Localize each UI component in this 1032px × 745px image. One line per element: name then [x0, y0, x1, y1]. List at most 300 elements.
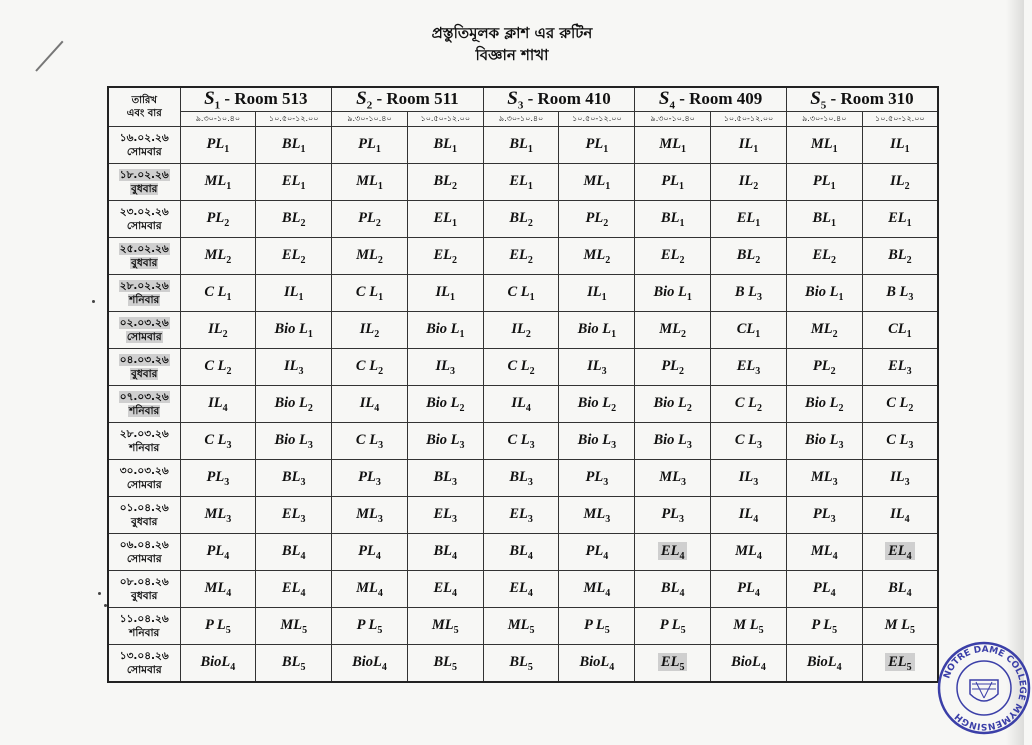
- class-code: [356, 246, 383, 266]
- svg-text:NOTRE DAME COLLEGE MYMENSINGH: [942, 645, 1027, 731]
- date-text: [109, 649, 180, 663]
- class-cell: [711, 312, 787, 349]
- class-cell: [483, 645, 559, 683]
- class-code-base: ML: [356, 579, 378, 596]
- date-cell: [108, 238, 180, 275]
- class-code-base: BL: [509, 653, 528, 670]
- class-code: [283, 357, 304, 377]
- class-code-base: BL: [509, 209, 528, 226]
- class-code-index: 4: [224, 550, 230, 562]
- college-seal: [936, 640, 1032, 736]
- class-code: [734, 394, 763, 414]
- class-code: [583, 246, 611, 266]
- day-value: বুধবার: [131, 516, 158, 529]
- class-code-base: M L: [884, 616, 911, 633]
- class-code-index: 4: [375, 550, 381, 562]
- class-code-base: ML: [810, 135, 833, 152]
- class-code-base: EL: [509, 505, 528, 522]
- class-cell: [862, 127, 938, 164]
- class-code-base: BL: [660, 579, 680, 596]
- class-code-base: C L: [507, 357, 530, 374]
- class-code: [426, 431, 465, 451]
- class-code: [208, 320, 228, 340]
- class-code: [435, 357, 456, 377]
- day-value: শনিবার: [129, 294, 160, 307]
- class-cell: [332, 608, 408, 645]
- class-cell: [180, 608, 256, 645]
- table-row: [108, 497, 938, 534]
- class-code-index: 2: [378, 365, 384, 377]
- class-cell: [332, 127, 408, 164]
- class-code-base: ML: [204, 246, 227, 263]
- class-code-index: 4: [830, 587, 836, 599]
- class-cell: [711, 127, 787, 164]
- table-row: [108, 201, 938, 238]
- date-text: [109, 538, 180, 552]
- table-row: [108, 386, 938, 423]
- class-code-index: 2: [679, 254, 685, 266]
- class-code-index: 1: [838, 291, 844, 303]
- class-code: [884, 616, 916, 636]
- class-cell: [635, 423, 711, 460]
- class-code-index: 1: [298, 291, 304, 303]
- class-code: [206, 209, 230, 229]
- class-code: [736, 320, 761, 340]
- page-subtitle: বিজ্ঞান শাখা: [475, 46, 549, 64]
- date-cell: [108, 164, 180, 201]
- class-code-index: 1: [831, 217, 837, 229]
- section-room: - Room 511: [372, 89, 459, 108]
- class-code-index: 5: [225, 624, 231, 636]
- class-code: [805, 283, 844, 303]
- class-code-base: BL: [433, 172, 453, 189]
- class-code-index: 4: [679, 587, 685, 599]
- class-code-base: Bio L: [653, 283, 687, 300]
- class-code-index: 3: [838, 439, 844, 451]
- class-code-base: PL: [661, 172, 680, 189]
- class-cell: [711, 238, 787, 275]
- class-code-index: 3: [300, 476, 306, 488]
- class-code-base: BL: [281, 135, 301, 152]
- day-text: [109, 552, 180, 566]
- day-text: [109, 589, 180, 603]
- time-slot-cell: ৯.৩০-১০.৪০: [332, 112, 408, 127]
- class-code-index: 1: [300, 143, 306, 155]
- class-code-base: C L: [204, 283, 227, 300]
- class-cell: [786, 164, 862, 201]
- class-code: [885, 653, 915, 671]
- class-code-index: 3: [603, 476, 609, 488]
- class-code: [737, 579, 760, 599]
- class-code-base: BL: [281, 542, 301, 559]
- class-code-index: 3: [298, 365, 304, 377]
- class-code: [738, 172, 759, 192]
- class-code-index: 5: [527, 661, 533, 673]
- class-cell: [559, 201, 635, 238]
- date-value: ২৮.০২.২৬: [119, 280, 169, 293]
- class-code: [660, 579, 685, 599]
- class-code-index: 3: [527, 513, 533, 525]
- class-code-index: 3: [906, 365, 912, 377]
- class-code-index: 5: [452, 661, 458, 673]
- section-number: 4: [669, 99, 675, 112]
- class-code: [208, 394, 228, 414]
- class-code: [281, 246, 306, 266]
- day-text: [109, 182, 180, 196]
- section-number: 3: [517, 99, 524, 112]
- class-code: [359, 320, 380, 340]
- class-code: [738, 505, 759, 525]
- table-row: [108, 312, 938, 349]
- class-code-base: EL: [736, 209, 756, 226]
- class-cell: [483, 497, 559, 534]
- class-code-base: ML: [583, 172, 606, 189]
- class-cell: [786, 571, 862, 608]
- class-code-index: 5: [377, 624, 383, 636]
- class-code-base: PL: [358, 209, 376, 226]
- class-code-base: PL: [206, 468, 225, 485]
- class-code: [507, 357, 535, 377]
- class-code: [274, 431, 313, 451]
- date-text: [109, 353, 180, 367]
- class-cell: [256, 201, 332, 238]
- class-code-index: 1: [605, 180, 611, 192]
- table-row: [108, 275, 938, 312]
- class-code-base: IL: [359, 320, 375, 337]
- class-code-index: 4: [906, 587, 912, 599]
- class-code-index: 2: [452, 254, 458, 266]
- class-code: [433, 579, 458, 599]
- class-code-index: 2: [452, 180, 458, 192]
- class-cell: [483, 201, 559, 238]
- class-code: [888, 320, 912, 340]
- class-code-index: 4: [527, 587, 533, 599]
- date-cell: [108, 497, 180, 534]
- class-code-base: BL: [888, 246, 907, 263]
- class-code-base: BioL: [352, 653, 382, 670]
- class-code-index: 3: [904, 476, 910, 488]
- class-code-index: 5: [529, 624, 535, 636]
- class-code: [433, 246, 458, 266]
- class-cell: [180, 349, 256, 386]
- class-code: [281, 653, 306, 673]
- class-cell: [635, 571, 711, 608]
- class-cell: [407, 386, 483, 423]
- class-code-base: IL: [890, 505, 905, 522]
- class-code: [274, 394, 313, 414]
- day-text: [109, 441, 180, 455]
- class-code-base: EL: [888, 542, 907, 559]
- seal-text: NOTRE DAME COLLEGE MYMENSINGH: [942, 644, 1028, 732]
- class-code-index: 2: [611, 402, 617, 414]
- class-code-base: PL: [661, 357, 680, 374]
- class-cell: [559, 534, 635, 571]
- class-code: [283, 283, 304, 303]
- class-code-base: P L: [583, 616, 605, 633]
- class-code-index: 5: [910, 624, 916, 636]
- class-code-base: BioL: [579, 653, 610, 670]
- class-code-index: 1: [307, 328, 313, 340]
- class-cell: [862, 645, 938, 683]
- class-code-index: 3: [375, 476, 381, 488]
- class-cell: [862, 460, 938, 497]
- day-value: সোমবার: [126, 331, 162, 344]
- section-room: - Room 513: [220, 89, 308, 108]
- class-code-index: 1: [603, 143, 609, 155]
- class-code-index: 1: [601, 291, 607, 303]
- class-code-index: 2: [679, 365, 685, 377]
- date-cell: [108, 608, 180, 645]
- class-code: [660, 209, 685, 229]
- class-code-base: PL: [812, 505, 831, 522]
- speck: [98, 592, 101, 595]
- time-slot-cell: ৯.৩০-১০.৪০: [786, 112, 862, 127]
- section-header-s5: [786, 87, 938, 112]
- class-code-index: 1: [450, 291, 456, 303]
- class-code-index: 4: [374, 402, 380, 414]
- date-cell: [108, 275, 180, 312]
- class-code: [206, 468, 230, 488]
- class-cell: [180, 460, 256, 497]
- class-cell: [786, 312, 862, 349]
- class-code-base: PL: [812, 357, 831, 374]
- date-text: [109, 168, 180, 182]
- class-code-index: 4: [381, 661, 387, 673]
- class-cell: [862, 497, 938, 534]
- class-code: [577, 320, 617, 340]
- class-cell: [256, 571, 332, 608]
- class-cell: [786, 127, 862, 164]
- class-cell: [256, 275, 332, 312]
- class-code: [358, 209, 381, 229]
- day-value: সোমবার: [126, 146, 162, 159]
- class-code: [810, 320, 838, 340]
- class-code: [509, 172, 533, 192]
- class-code: [585, 468, 609, 488]
- class-code: [433, 209, 458, 229]
- class-code-index: 4: [603, 550, 609, 562]
- time-slot-cell: ১০.৫০-১২.০০: [711, 112, 787, 127]
- class-cell: [332, 497, 408, 534]
- class-code-base: ML: [356, 172, 378, 189]
- class-cell: [559, 423, 635, 460]
- class-cell: [862, 608, 938, 645]
- time-slot-row: [108, 112, 938, 127]
- class-code-index: 3: [832, 476, 838, 488]
- class-code-index: 4: [525, 402, 531, 414]
- class-code-index: 1: [679, 217, 685, 229]
- class-code-base: IL: [511, 320, 526, 337]
- page-edge-shadow: [1006, 0, 1024, 745]
- class-code-base: PL: [585, 209, 604, 226]
- class-code: [433, 468, 458, 488]
- class-code-base: BioL: [200, 653, 231, 670]
- class-code: [812, 579, 836, 599]
- class-code: [810, 468, 838, 488]
- class-code-index: 3: [757, 291, 763, 303]
- class-code-base: BL: [888, 579, 907, 596]
- class-cell: [559, 571, 635, 608]
- class-cell: [180, 164, 256, 201]
- class-cell: [180, 534, 256, 571]
- date-value: ১৬.০২.২৬: [119, 132, 169, 145]
- day-value: বুধবার: [131, 257, 158, 270]
- section-header-s2: [332, 87, 484, 112]
- class-cell: [786, 534, 862, 571]
- class-code-base: IL: [587, 283, 602, 300]
- class-code-index: 1: [459, 328, 465, 340]
- class-code-index: 3: [377, 513, 383, 525]
- class-code-index: 3: [605, 513, 611, 525]
- class-code-index: 3: [753, 476, 759, 488]
- class-cell: [711, 534, 787, 571]
- class-code: [806, 653, 842, 673]
- class-code: [206, 542, 230, 562]
- class-cell: [407, 275, 483, 312]
- class-cell: [256, 164, 332, 201]
- class-cell: [862, 312, 938, 349]
- class-code-base: PL: [358, 542, 376, 559]
- date-text: [109, 131, 180, 145]
- class-cell: [559, 460, 635, 497]
- class-code: [661, 357, 685, 377]
- class-code: [433, 653, 458, 673]
- table-row: [108, 534, 938, 571]
- class-cell: [711, 349, 787, 386]
- class-code: [358, 468, 381, 488]
- class-cell: [483, 238, 559, 275]
- date-cell: [108, 349, 180, 386]
- date-text: [109, 501, 180, 515]
- class-code-index: 2: [226, 365, 232, 377]
- class-code: [888, 209, 912, 229]
- class-code-base: EL: [281, 505, 301, 522]
- class-code: [736, 357, 761, 377]
- class-code-index: 4: [754, 587, 760, 599]
- class-code: [358, 542, 381, 562]
- class-code: [206, 135, 230, 155]
- class-code: [356, 505, 383, 525]
- class-cell: [256, 127, 332, 164]
- class-code-index: 5: [679, 661, 685, 673]
- class-cell: [483, 608, 559, 645]
- class-code: [659, 320, 687, 340]
- class-cell: [332, 275, 408, 312]
- class-code-base: IL: [738, 172, 754, 189]
- class-code-index: 1: [755, 217, 761, 229]
- class-code: [204, 616, 231, 636]
- class-code: [433, 505, 458, 525]
- routine-body: [108, 127, 938, 683]
- class-code-base: P L: [204, 616, 226, 633]
- class-code: [660, 246, 685, 266]
- class-code-index: 1: [300, 180, 306, 192]
- class-cell: [407, 349, 483, 386]
- date-value: ০৭.০৩.২৬: [119, 391, 169, 404]
- class-code: [734, 431, 763, 451]
- class-code-index: 3: [527, 476, 533, 488]
- class-code-index: 3: [908, 291, 914, 303]
- class-cell: [256, 460, 332, 497]
- class-cell: [407, 534, 483, 571]
- class-code: [890, 505, 910, 525]
- class-cell: [483, 164, 559, 201]
- class-cell: [711, 275, 787, 312]
- class-code: [204, 172, 232, 192]
- class-code-base: BL: [660, 209, 680, 226]
- class-code-index: 4: [452, 550, 458, 562]
- class-cell: [862, 238, 938, 275]
- date-text: [109, 316, 180, 330]
- class-cell: [635, 534, 711, 571]
- class-code: [659, 468, 687, 488]
- class-code-base: IL: [738, 505, 754, 522]
- class-code-index: 5: [906, 661, 912, 673]
- class-code-index: 3: [601, 365, 607, 377]
- class-code-index: 1: [377, 180, 383, 192]
- class-code: [805, 431, 844, 451]
- class-code-base: BL: [736, 246, 756, 263]
- class-cell: [559, 608, 635, 645]
- class-code-index: 1: [906, 328, 912, 340]
- class-code-base: ML: [356, 505, 378, 522]
- class-code-index: 4: [226, 587, 232, 599]
- class-code-base: BL: [281, 653, 301, 670]
- class-code-index: 4: [756, 550, 762, 562]
- day-value: বুধবার: [131, 183, 158, 196]
- class-code: [812, 357, 836, 377]
- class-code: [587, 357, 607, 377]
- time-slot-cell: ১০.৫০-১২.০০: [256, 112, 332, 127]
- class-code-index: 3: [452, 476, 458, 488]
- class-code-index: 2: [527, 254, 533, 266]
- class-code-index: 5: [302, 624, 308, 636]
- class-cell: [483, 534, 559, 571]
- time-slot-cell: ৯.৩০-১০.৪০: [180, 112, 256, 127]
- class-code: [585, 135, 609, 155]
- class-code: [204, 431, 232, 451]
- day-value: শনিবার: [129, 442, 160, 455]
- date-value: ২৫.০২.২৬: [119, 243, 169, 256]
- class-code-base: PL: [585, 135, 604, 152]
- class-code-index: 3: [378, 439, 384, 451]
- class-code-base: EL: [660, 542, 680, 559]
- class-code-base: CL: [888, 320, 907, 337]
- class-code-base: ML: [810, 468, 833, 485]
- class-code-index: 3: [908, 439, 914, 451]
- class-code-index: 2: [755, 254, 761, 266]
- class-code-index: 2: [838, 402, 844, 414]
- class-code-base: ML: [659, 320, 682, 337]
- class-cell: [711, 423, 787, 460]
- date-text: [109, 390, 180, 404]
- section-label: S: [204, 88, 215, 109]
- class-code-index: 2: [224, 217, 230, 229]
- time-slot-cell: ১০.৫০-১২.০০: [407, 112, 483, 127]
- date-cell: [108, 423, 180, 460]
- date-value: ৩০.০৩.২৬: [119, 465, 169, 478]
- class-cell: [256, 645, 332, 683]
- day-value: সোমবার: [126, 553, 162, 566]
- class-code-index: 4: [222, 402, 228, 414]
- class-code: [805, 394, 844, 414]
- class-cell: [711, 571, 787, 608]
- class-cell: [862, 275, 938, 312]
- class-code-index: 5: [680, 624, 686, 636]
- class-code-base: C L: [886, 394, 909, 411]
- class-code-base: EL: [433, 579, 453, 596]
- class-cell: [332, 534, 408, 571]
